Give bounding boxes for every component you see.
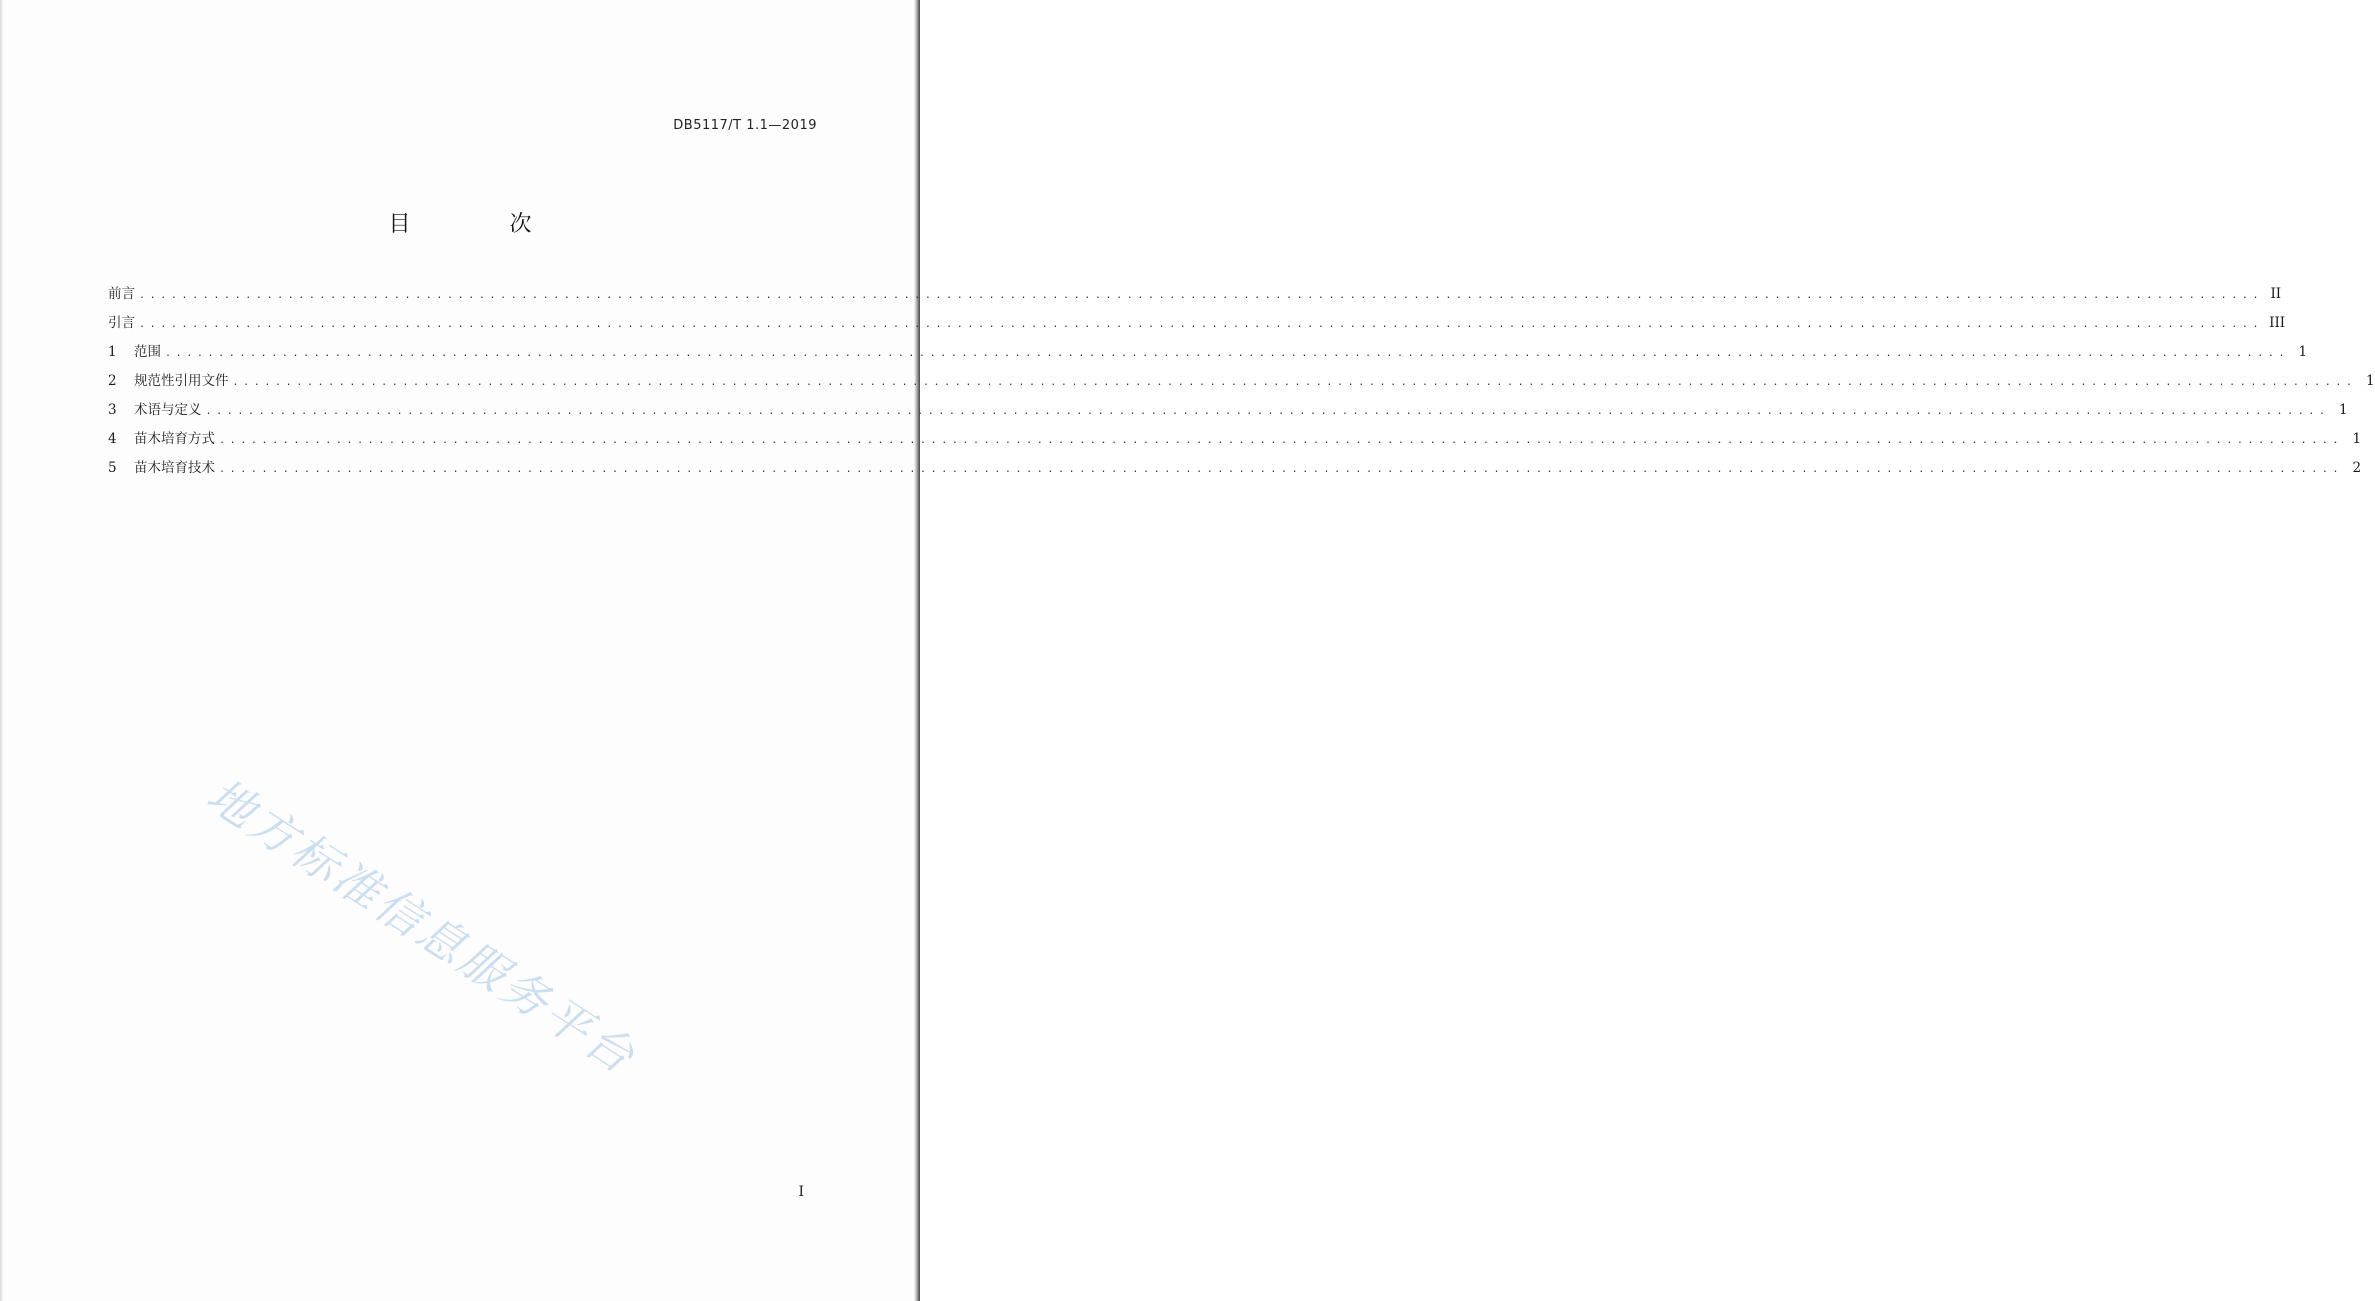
toc-leader-dots: ........................................................................................................................................................................................................	[219, 464, 2344, 475]
toc-entry-cultivation-techniques[interactable]	[108, 456, 2362, 485]
toc-entry-page: III	[2269, 315, 2286, 331]
toc-entry-text: 术语与定义	[134, 402, 202, 418]
toc-entry-text: 苗木培育技术	[134, 460, 215, 476]
page-number: I	[798, 1184, 804, 1200]
toc-title: 目 次	[388, 212, 578, 237]
document-code: DB5117/T 1.1—2019	[673, 118, 817, 133]
toc-list	[108, 282, 2375, 485]
toc-entry-text: 引言	[108, 315, 135, 331]
toc-entry-foreword[interactable]	[108, 282, 2282, 311]
toc-entry-number: 4	[108, 431, 117, 447]
toc-leader-dots: ........................................................................................................................................................................................................	[205, 406, 2330, 417]
toc-leader-dots: ........................................................................................................................................................................................................	[165, 348, 2290, 359]
toc-entry-number: 5	[108, 460, 117, 476]
toc-entry-number: 3	[108, 402, 117, 418]
toc-leader-dots: ........................................................................................................................................................................................................	[232, 377, 2357, 388]
toc-entry-page: 2	[2352, 460, 2362, 476]
toc-entry-introduction[interactable]	[108, 311, 2286, 340]
toc-entry-text: 规范性引用文件	[134, 373, 229, 389]
toc-leader-dots: ........................................................................................................................................................................................................	[219, 435, 2344, 446]
toc-entry-page: 1	[2352, 431, 2362, 447]
toc-leader-dots: ........................................................................................................................................................................................................	[139, 319, 2264, 330]
toc-entry-page: 1	[2366, 373, 2375, 389]
toc-entry-cultivation-methods[interactable]	[108, 427, 2362, 456]
toc-entry-number: 2	[108, 373, 117, 389]
toc-entry-page: 1	[2339, 402, 2348, 418]
toc-entry-terms-definitions[interactable]	[108, 398, 2348, 427]
toc-entry-scope[interactable]	[108, 340, 2308, 369]
toc-entry-text: 苗木培育方式	[134, 431, 215, 447]
toc-entry-page: II	[2270, 286, 2282, 302]
watermark: 地方标准信息服务平台	[197, 767, 647, 1086]
toc-entry-text: 前言	[108, 286, 135, 302]
scan-edge-left	[0, 0, 3, 1301]
toc-entry-number: 1	[108, 344, 117, 360]
toc-entry-text: 范围	[134, 344, 161, 360]
toc-leader-dots: ........................................................................................................................................................................................................	[139, 290, 2264, 301]
toc-entry-normative-references[interactable]	[108, 369, 2375, 398]
scan-edge-right	[914, 0, 920, 1301]
toc-entry-page: 1	[2298, 344, 2308, 360]
